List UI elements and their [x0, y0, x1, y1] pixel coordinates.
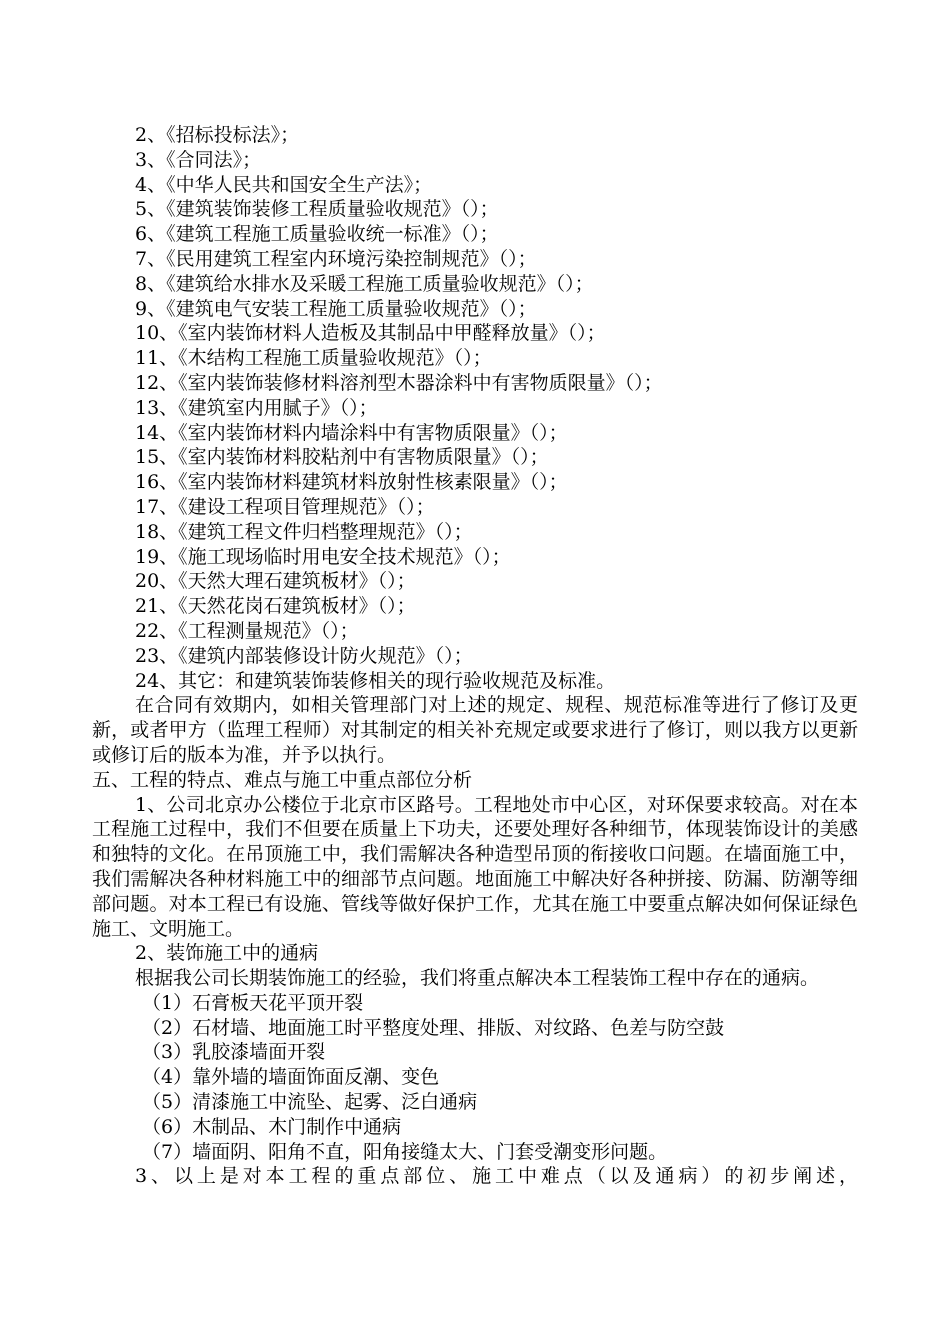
list-item: 7、《民用建筑工程室内环境污染控制规范》（）； — [135, 247, 537, 270]
point-2-title: 2、装饰施工中的通病 — [135, 942, 319, 965]
list-item: 4、《中华人民共和国安全生产法》； — [135, 173, 433, 196]
list-item: 18、《建筑工程文件归档整理规范》（）； — [135, 520, 473, 543]
list-item: （5）清漆施工中流坠、起雾、泛白通病 — [142, 1091, 478, 1114]
list-item: 11、《木结构工程施工质量验收规范》（）； — [135, 347, 492, 370]
list-item: 17、《建设工程项目管理规范》（）； — [135, 495, 435, 518]
list-item: 19、《施工现场临时用电安全技术规范》（）； — [135, 545, 511, 568]
list-item: 8、《建筑给水排水及采暖工程施工质量验收规范》（）； — [135, 272, 594, 295]
list-item: 12、《室内装饰装修材料溶剂型木器涂料中有害物质限量》（）； — [135, 371, 663, 394]
point-1-paragraph: 1、公司北京办公楼位于北京市区路号。工程地处市中心区，对环保要求较高。对在本工程施工过程中，我们不但要在质量上下功夫，还要处理好各种细节，体现装饰设计的美感和独特的文化。在吊顶施工中，我们需解决各种造型吊顶的衔接收口问题。在墙面施工中，我们需解决各种材料施工中的细部节点问题。地面施工中解决好各种拼接、防漏、防潮等细部问题。对本工程已有设施、管线等做好保护工作，尤其在施工中要重点解决如何保证绿色施工、文明施工。 — [92, 793, 858, 940]
list-item: （1）石膏板天花平顶开裂 — [142, 991, 364, 1014]
list-item: 22、《工程测量规范》（）； — [135, 619, 359, 642]
list-item: 21、《天然花岗石建筑板材》（）； — [135, 595, 416, 618]
list-item: 10、《室内装饰材料人造板及其制品中甲醛释放量》（）； — [135, 322, 606, 345]
list-item: （3）乳胶漆墙面开裂 — [142, 1041, 326, 1064]
list-item: 14、《室内装饰材料内墙涂料中有害物质限量》（）； — [135, 421, 568, 444]
list-item: 2、《招标投标法》； — [135, 124, 300, 146]
list-item: 16、《室内装饰材料建筑材料放射性核素限量》（）； — [135, 471, 568, 494]
list-item: 20、《天然大理石建筑板材》（）； — [135, 570, 416, 593]
list-item: （7）墙面阴、阳角不直，阳角接缝太大、门套受潮变形问题。 — [142, 1140, 668, 1163]
list-item: 3、《合同法》； — [135, 148, 262, 171]
list-item: 5、《建筑装饰装修工程质量验收规范》（）； — [135, 198, 499, 221]
contract-paragraph: 在合同有效期内，如相关管理部门对上述的规定、规程、规范标准等进行了修订及更新，或者甲方（监理工程师）对其制定的相关补充规定或要求进行了修订，则以我方以更新或修订后的版本为准，并予以执行。 — [92, 694, 858, 766]
standards-list — [92, 123, 858, 693]
list-item: （4）靠外墙的墙面饰面反潮、变色 — [142, 1066, 440, 1089]
point-2-paragraph: 根据我公司长期装饰施工的经验，我们将重点解决本工程装饰工程中存在的通病。 — [135, 967, 820, 990]
list-item: （6）木制品、木门制作中通病 — [142, 1115, 402, 1138]
list-item: 15、《室内装饰材料胶粘剂中有害物质限量》（）； — [135, 446, 549, 469]
list-item: 6、《建筑工程施工质量验收统一标准》（）； — [135, 223, 499, 246]
list-item: 24、其它：和建筑装饰装修相关的现行验收规范及标准。 — [135, 669, 616, 692]
list-item: 13、《建筑室内用腻子》（）； — [135, 396, 378, 419]
point-3-paragraph: 3、以上是对本工程的重点部位、施工中难点（以及通病）的初步阐述， — [135, 1165, 858, 1188]
list-item: 9、《建筑电气安装工程施工质量验收规范》（）； — [135, 297, 537, 320]
list-item: （2）石材墙、地面施工时平整度处理、排版、对纹路、色差与防空鼓 — [142, 1016, 725, 1039]
list-item: 23、《建筑内部装修设计防火规范》（）； — [135, 644, 473, 667]
defects-list — [92, 991, 858, 1165]
document-body — [92, 123, 858, 1189]
section-heading: 五、工程的特点、难点与施工中重点部位分析 — [92, 768, 473, 791]
